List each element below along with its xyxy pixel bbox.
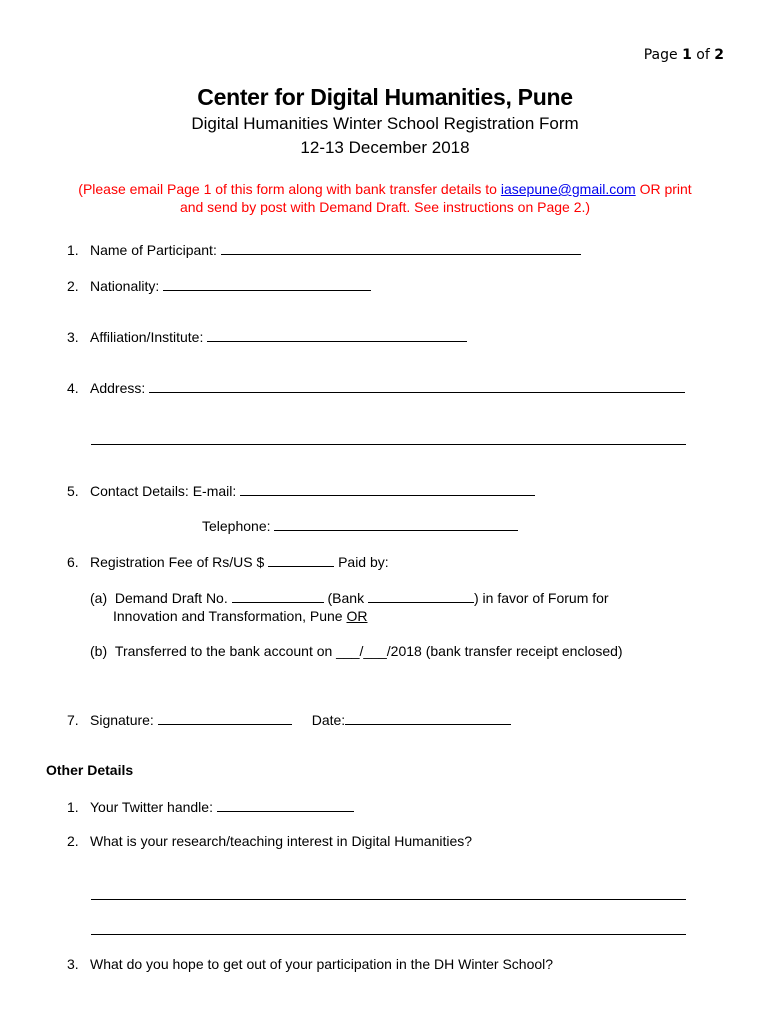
signature-blank[interactable]	[158, 710, 292, 725]
draft-number-blank[interactable]	[232, 588, 324, 603]
form-subtitle: Digital Humanities Winter School Registration Form	[191, 114, 579, 133]
research-answer-line-1[interactable]	[91, 899, 686, 900]
other-details-heading: Other Details	[46, 762, 134, 778]
payment-option-transfer: (b) Transferred to the bank account on ___/___/2018 (bank transfer receipt enclosed)	[90, 643, 623, 659]
email-link[interactable]: iasepune@gmail.com	[500, 181, 636, 197]
field-fee: 6. Registration Fee of Rs/US $ Paid by:	[67, 554, 389, 570]
bank-blank[interactable]	[368, 588, 474, 603]
instructions-note-line1: (Please email Page 1 of this form along with bank transfer details to iasepune@gmail.com OR print	[78, 181, 692, 197]
twitter-blank[interactable]	[217, 797, 354, 812]
field-contact-email: 5. Contact Details: E-mail:	[67, 481, 535, 499]
address-line-2[interactable]	[91, 444, 686, 445]
field-telephone: Telephone:	[202, 516, 518, 534]
form-title: Center for Digital Humanities, Pune	[197, 84, 573, 110]
field-nationality: 2. Nationality:	[67, 276, 371, 294]
instructions-note	[0, 180, 770, 216]
question-expectations: 3. What do you hope to get out of your participation in the DH Winter School?	[67, 956, 554, 972]
field-address: 4. Address:	[67, 378, 685, 396]
telephone-blank[interactable]	[274, 516, 518, 531]
question-twitter: 1. Your Twitter handle:	[67, 797, 354, 815]
affiliation-blank[interactable]	[207, 327, 467, 342]
address-blank[interactable]	[149, 378, 685, 393]
research-answer-line-2[interactable]	[91, 934, 686, 935]
date-blank[interactable]	[345, 710, 511, 725]
instructions-note-line2: and send by post with Demand Draft. See instructions on Page 2.)	[179, 199, 591, 215]
field-affiliation: 3. Affiliation/Institute:	[67, 327, 467, 345]
nationality-blank[interactable]	[163, 276, 371, 291]
event-dates: 12-13 December 2018	[300, 138, 470, 157]
payment-option-draft: (a) Demand Draft No. (Bank ) in favor of Forum for Innovation and Transformation, Pune OR	[90, 590, 609, 624]
page-number: Page 1 of 2	[643, 47, 724, 63]
field-name: 1. Name of Participant:	[67, 240, 581, 258]
email-blank[interactable]	[240, 481, 535, 496]
question-research-interest: 2. What is your research/teaching interest in Digital Humanities?	[67, 833, 473, 849]
fee-blank[interactable]	[268, 552, 334, 567]
field-signature: 7. Signature: Date:	[67, 710, 511, 728]
name-blank[interactable]	[221, 240, 581, 255]
